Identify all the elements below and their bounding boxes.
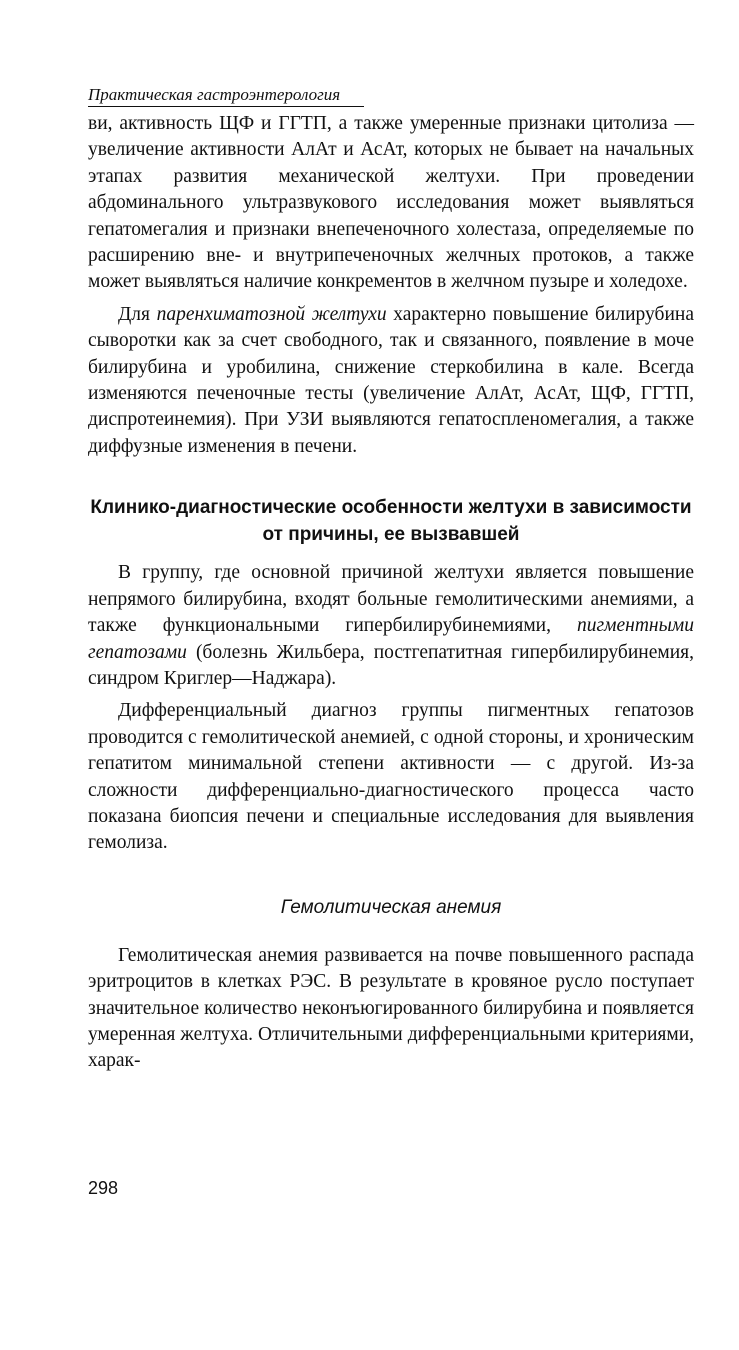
section-heading: Клинико-диагностические особенности желтухи в зависимости от причины, ее вызвавшей xyxy=(90,497,692,546)
paragraph: Для паренхиматозной желтухи характерно повышение билирубина сыворотки как за счет свободного, так и связанного, появление в моче билирубина и уробилина, снижение стеркобилина в кале. Всегда изменяются печеночные тесты (увеличение АлАт, АсАт, ЩФ, ГГТП, диспротеинемия). При УЗИ выявляются гепатоспленомегалия, а также диффузные изменения в печени. xyxy=(88,303,694,457)
paragraph: В группу, где основной причиной желтухи является повышение непрямого билирубина, входят больные гемолитическими анемиями, а также функциональными гипербилирубинемиями, пигментными гепатозами (болезнь Жильбера, постгепатитная гипербилирубинемия, синдром Криглер—Наджара). xyxy=(88,562,694,689)
paragraph: Дифференциальный диагноз группы пигментных гепатозов проводится с гемолитической анемией, с одной стороны, и хроническим гепатитом минимальной степени активности — с другой. Из-за сложности дифференциально-диагностического процесса часто показана биопсия печени и специальные исследования для выявления гемолиза. xyxy=(88,700,694,854)
body-text-bottom xyxy=(88,943,694,1075)
paragraph: Гемолитическая анемия развивается на почве повышенного распада эритроцитов в клетках РЭС. В результате в кровяное русло поступает значительное количество неконъюгированного билирубина и появляется умеренная желтуха. Отличительными дифференциальными критериями, харак- xyxy=(88,944,694,1072)
emphasis-term: пигментными гепатозами xyxy=(88,615,694,663)
book-page xyxy=(88,84,694,1075)
body-text-top xyxy=(88,111,694,460)
emphasis-term: паренхиматозной желтухи xyxy=(156,303,387,325)
page-number: 298 xyxy=(88,1178,119,1198)
sub-heading: Гемолитическая анемия xyxy=(280,896,502,918)
paragraph: ви, активность ЩФ и ГГТП, а также умеренные признаки цитолиза — увеличение активности АлАт и АсАт, которых не бывает на начальных этапах развития механической желтухи. При проведении абдоминального ультразвукового исследования может выявляться гепатомегалия и признаки внепеченочного холестаза, определяемые по расширению вне- и внутрипеченочных желчных протоков, а также может выявляться наличие конкрементов в желчном пузыре и холедохе. xyxy=(88,113,694,293)
body-text-middle xyxy=(88,560,694,856)
running-head: Практическая гастроэнтерология xyxy=(88,84,364,107)
